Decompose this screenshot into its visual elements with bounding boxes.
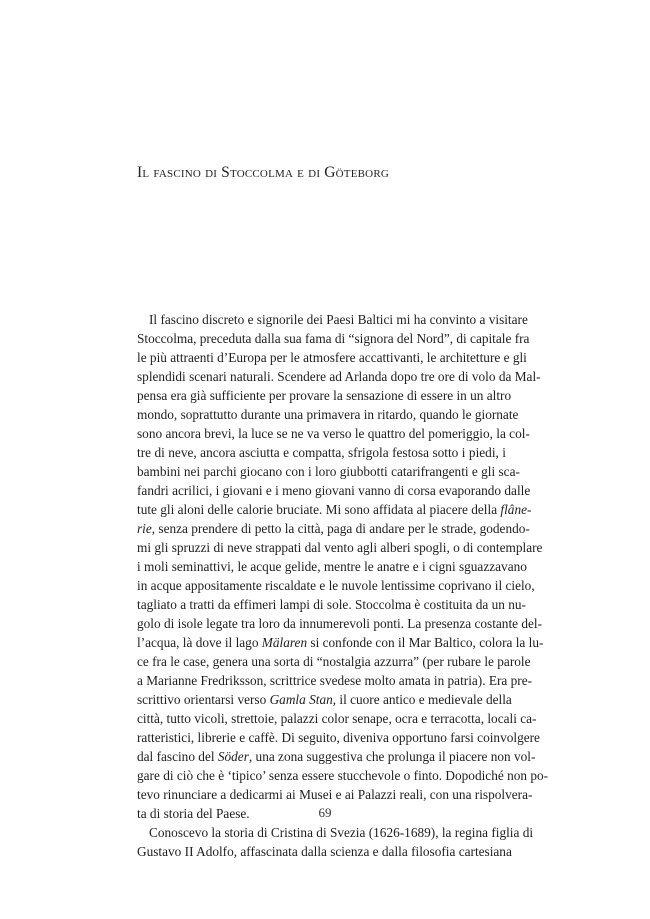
text-line <box>137 709 537 728</box>
text-line <box>137 652 531 671</box>
body-text <box>137 310 549 861</box>
text-line <box>137 367 541 386</box>
text-line <box>137 481 531 500</box>
text-line <box>137 538 543 557</box>
text-run: bambini nei parchi giocano con i loro giubbotti catarifrangenti e gli sca- <box>137 464 520 479</box>
text-run: pensa era già sufficiente per provare la sensazione di essere in un altro <box>137 388 512 403</box>
text-run: mondo, soprattutto durante una primavera in ritardo, quando le giornate <box>137 407 519 422</box>
paragraph-1 <box>137 310 549 823</box>
text-line <box>137 690 512 709</box>
text-run: città, tutto vicoli, strettoie, palazzi color senape, ocra e terracotta, locali ca- <box>137 711 537 726</box>
text-line <box>137 595 526 614</box>
text-line <box>137 557 527 576</box>
text-line <box>137 424 530 443</box>
text-line <box>137 614 543 633</box>
text-line <box>137 766 549 785</box>
text-run: i moli seminattivi, le acque gelide, mentre le anatre e i cigni sguazzavano <box>137 559 527 574</box>
text-run: , il cuore antico e medievale della <box>332 692 512 707</box>
text-line <box>137 728 540 747</box>
text-line <box>137 500 532 519</box>
text-line <box>137 310 528 329</box>
text-run: Gustavo II Adolfo, affascinata dalla scienza e dalla filosofia cartesiana <box>137 844 512 859</box>
text-run: ce fra le case, genera una sorta di “nostalgia azzurra” (per rubare le parole <box>137 654 531 669</box>
text-run: tevo rinunciare a dedicarmi ai Musei e ai Palazzi reali, con una rispolvera- <box>137 787 533 802</box>
text-line <box>137 329 530 348</box>
text-line <box>137 386 512 405</box>
text-run: scrittivo orientarsi verso <box>137 692 270 707</box>
text-run: fandri acrilici, i giovani e i meno giovani vanno di corsa evaporando dalle <box>137 483 531 498</box>
page-number: 69 <box>318 805 332 820</box>
text-line <box>137 747 536 766</box>
text-run: tre di neve, ancora asciutta e compatta, sfrigola festosa sotto i piedi, i <box>137 445 506 460</box>
italic-text-run: Gamla Stan <box>269 692 333 707</box>
text-run: Conoscevo la storia di Cristina di Svezia (1626-1689), la regina figlia di <box>149 825 534 840</box>
text-run: tagliato a tratti da effimeri lampi di sole. Stoccolma è costituita da un nu- <box>137 597 526 612</box>
text-line <box>137 443 506 462</box>
text-run: ta di storia del Paese. <box>137 806 250 821</box>
text-run: l’acqua, là dove il lago <box>137 635 262 650</box>
text-run: in acque appositamente riscaldate e le nuvole lentissime coprivano il cielo, <box>137 578 535 593</box>
italic-text-run: rie <box>137 521 152 536</box>
text-line <box>137 576 535 595</box>
text-run: a Marianne Fredriksson, scrittrice svedese molto amata in patria). Era pre- <box>137 673 533 688</box>
text-line <box>137 842 512 861</box>
text-run: splendidi scenari naturali. Scendere ad Arlanda dopo tre ore di volo da Mal- <box>137 369 541 384</box>
text-line <box>137 405 519 424</box>
italic-text-run: flâne- <box>500 502 532 517</box>
text-line <box>137 785 533 804</box>
text-run: Stoccolma, preceduta dalla sua fama di “signora del Nord”, di capitale fra <box>137 331 530 346</box>
text-line <box>137 633 544 652</box>
text-run: , una zona suggestiva che prolunga il piacere non vol- <box>248 749 536 764</box>
text-line <box>137 519 530 538</box>
text-run: Il fascino discreto e signorile dei Paesi Baltici mi ha convinto a visitare <box>149 312 528 327</box>
text-run: ratteristici, librerie e caffè. Di seguito, diveniva opportuno farsi coinvolgere <box>137 730 540 745</box>
chapter-title: Il fascino di Stoccolma e di Göteborg <box>137 164 389 181</box>
text-line <box>137 823 534 842</box>
text-run: si confonde con il Mar Baltico, colora la lu- <box>307 635 544 650</box>
text-run: tute gli aloni delle calorie bruciate. Mi sono affidata al piacere della <box>137 502 501 517</box>
paragraph-2 <box>137 823 534 861</box>
text-line <box>137 348 527 367</box>
italic-text-run: Mälaren <box>261 635 308 650</box>
text-run: sono ancora brevi, la luce se ne va verso le quattro del pomeriggio, la col- <box>137 426 530 441</box>
text-line <box>137 462 520 481</box>
text-line <box>137 671 533 690</box>
text-run: , senza prendere di petto la città, paga di andare per le strade, godendo- <box>151 521 530 536</box>
text-run: golo di isole legate tra loro da innumerevoli ponti. La presenza costante del- <box>137 616 543 631</box>
text-run: le più attraenti d’Europa per le atmosfere accattivanti, le architetture e gli <box>137 350 527 365</box>
text-run: dal fascino del <box>137 749 218 764</box>
text-run: gare di ciò che è ‘tipico’ senza essere stucchevole o finto. Dopodiché non po- <box>137 768 549 783</box>
italic-text-run: Söder <box>217 749 249 764</box>
text-run: mi gli spruzzi di neve strappati dal vento agli alberi spogli, o di contemplare <box>137 540 543 555</box>
